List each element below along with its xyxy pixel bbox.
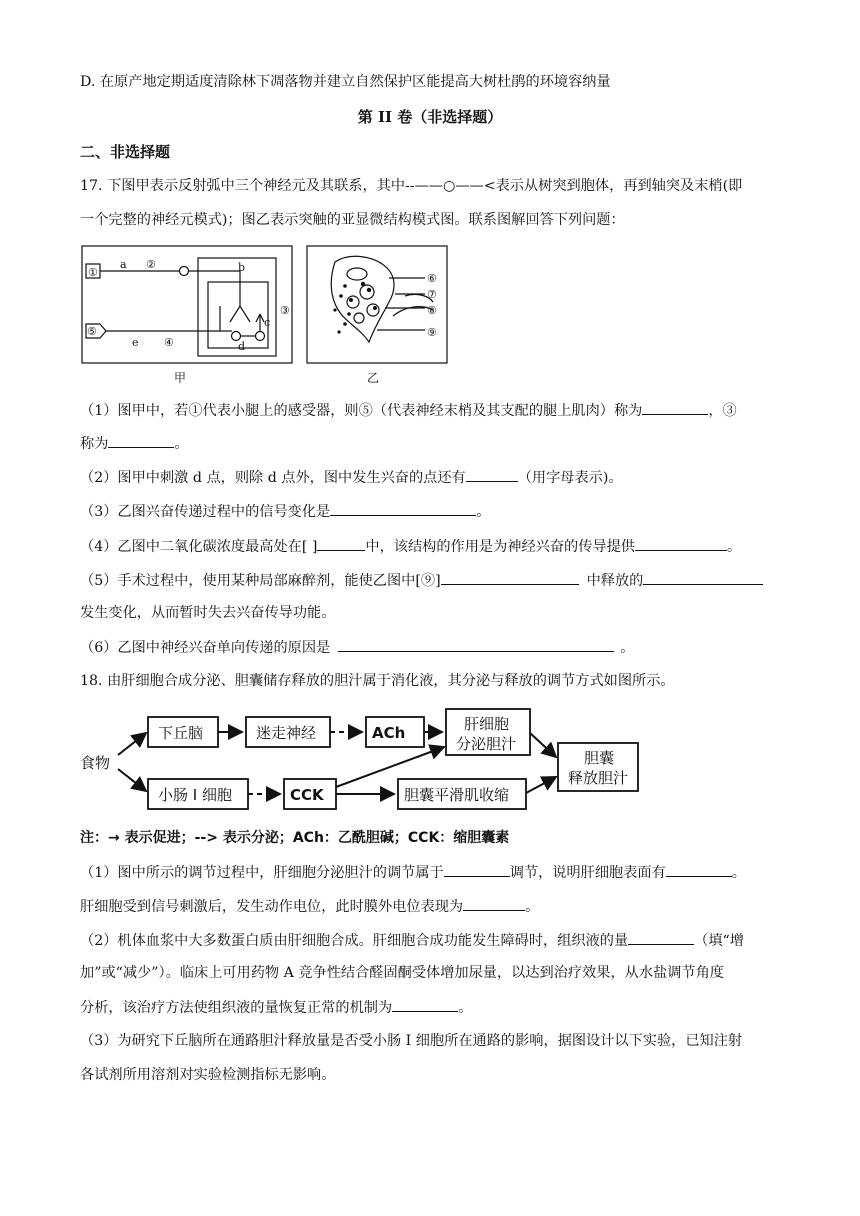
q17-2: （2）图甲中刺激 d 点，则除 d 点外，图中发生兴奋的点还有 （用字母表示)。 (80, 467, 785, 488)
q17-1-line1: （1）图甲中，若①代表小腿上的感受器，则⑤（代表神经末梢及其支配的腿上肌肉）称为 ，③ (80, 400, 785, 421)
label-9: ⑨ (427, 326, 437, 339)
label-d: d (238, 340, 246, 353)
q18-2-line1: （2）机体血浆中大多数蛋白质由肝细胞合成。肝细胞合成功能发生障碍时，组织液的量 （填“增 (80, 930, 785, 951)
liver-box-line1: 肝细胞 (464, 715, 510, 733)
q17-5-line2: 发生变化，从而暂时失去兴奋传导功能。 (80, 605, 336, 621)
q18-3-line2: 各试剂所用溶剂对实验检测指标无影响。 (80, 1067, 336, 1083)
q18-3-line1: （3）为研究下丘脑所在通路胆汁释放量是否受小肠 I 细胞所在通路的影响，据图设计以下实验，已知注射 (80, 1033, 743, 1049)
caption-yi: 乙 (367, 371, 380, 385)
answer-blank[interactable] (317, 536, 365, 551)
gallbladder-muscle-box: 胆囊平滑肌收缩 (404, 786, 510, 804)
label-e: e (132, 336, 139, 349)
label-8: ⑧ (427, 304, 437, 317)
intestine-box: 小肠 I 细胞 (158, 786, 232, 804)
answer-blank[interactable] (635, 536, 727, 551)
section-title: 第 II 卷（非选择题） (357, 108, 503, 126)
gall-box-line1: 胆囊 (584, 749, 615, 767)
answer-blank[interactable] (642, 400, 708, 415)
label-6: ⑥ (427, 272, 437, 285)
label-b: b (238, 261, 246, 274)
q17-5-line1: （5）手术过程中，使用某种局部麻醉剂，能使乙图中[⑨] 中释放的 (80, 570, 785, 591)
label-5: ⑤ (87, 325, 97, 338)
food-label: 食物 (80, 754, 111, 772)
q18-1-line1: （1）图中所示的调节过程中，肝细胞分泌胆汁的调节属于 调节，说明肝细胞表面有 。 (80, 862, 785, 883)
q18-2-line3: 分析，该治疗方法使组织液的量恢复正常的机制为 。 (80, 997, 785, 1018)
liver-box-line2: 分泌胆汁 (456, 735, 517, 753)
q17-intro-line2: 一个完整的神经元模式)；图乙表示突触的亚显微结构模式图。联系图解回答下列问题： (80, 212, 625, 228)
q17-4: （4）乙图中二氧化碳浓度最高处在[ ] 中，该结构的作用是为神经兴奋的传导提供 。 (80, 536, 785, 557)
answer-blank[interactable] (463, 896, 525, 911)
answer-blank[interactable] (441, 570, 579, 585)
label-1: ① (88, 266, 98, 279)
answer-blank[interactable] (643, 570, 763, 585)
q18-1-line2: 肝细胞受到信号刺激后，发生动作电位，此时膜外电位表现为 。 (80, 896, 785, 917)
answer-blank[interactable] (628, 930, 694, 945)
cck-box: CCK (290, 786, 324, 804)
answer-blank[interactable] (444, 862, 510, 877)
label-2: ② (146, 258, 156, 271)
label-3: ③ (280, 304, 290, 317)
answer-blank[interactable] (666, 862, 732, 877)
figure-yi (305, 244, 450, 389)
answer-blank[interactable] (108, 433, 174, 448)
q17-intro-line1: 17. 下图甲表示反射弧中三个神经元及其联系，其中--——○——<表示从树突到胞体，再到轴突及末梢(即 (80, 178, 743, 194)
answer-blank[interactable] (466, 467, 518, 482)
regulation-flowchart (78, 703, 658, 853)
answer-blank[interactable] (392, 997, 458, 1012)
q17-1-line2: 称为 。 (80, 433, 785, 454)
ach-box: ACh (372, 724, 406, 742)
q17-3: （3）乙图兴奋传递过程中的信号变化是 。 (80, 501, 785, 522)
q18-2-line2: 加”或“减少”）。临床上可用药物 A 竞争性结合醛固酮受体增加尿量，以达到治疗效果，从水盐调节角度 (80, 965, 724, 981)
label-4: ④ (164, 336, 174, 349)
option-d: D. 在原产地定期适度清除林下凋落物并建立自然保护区能提高大树杜鹃的环境容纳量 (80, 74, 611, 90)
label-7: ⑦ (427, 288, 437, 301)
label-a: a (120, 258, 127, 271)
caption-jia: 甲 (174, 371, 187, 385)
part-heading: 二、非选择题 (80, 143, 171, 161)
q17-6: （6）乙图中神经兴奋单向传递的原因是 。 (80, 637, 785, 658)
hypothalamus-box: 下丘脑 (158, 724, 204, 742)
answer-blank[interactable] (338, 637, 614, 652)
flow-note: 注：→ 表示促进；--> 表示分泌；ACh：乙酰胆碱；CCK：缩胆囊素 (80, 830, 510, 846)
vagus-box: 迷走神经 (256, 724, 317, 742)
figure-jia (80, 244, 300, 389)
q18-intro: 18. 由肝细胞合成分泌、胆囊储存释放的胆汁属于消化液，其分泌与释放的调节方式如图所示。 (80, 673, 675, 689)
label-c: c (264, 316, 271, 329)
answer-blank[interactable] (330, 501, 476, 516)
gall-box-line2: 释放胆汁 (568, 769, 629, 787)
